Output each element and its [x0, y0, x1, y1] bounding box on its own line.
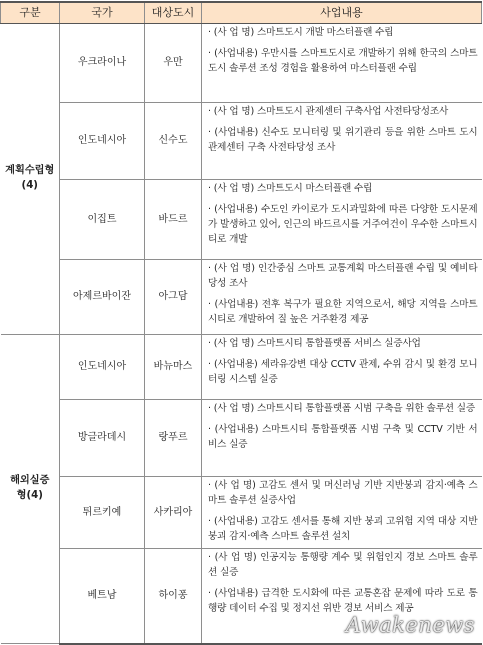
- project-name: · (사 업 명) 스마트시티 통합플랫폼 서비스 실증사업: [208, 338, 421, 349]
- content-cell: [202, 24, 482, 103]
- country-cell: 이집트: [60, 180, 145, 260]
- project-name: · (사 업 명) 스마트도시 마스터플랜 수립: [208, 183, 373, 194]
- city-cell: 바드르: [145, 180, 202, 260]
- header-division: 구분: [1, 2, 60, 24]
- table-row: [1, 335, 482, 400]
- project-name: · (사 업 명) 고감도 센서 및 머신러닝 기반 지반붕괴 감지·예측 스마트 솔루션 실증사업: [208, 480, 478, 506]
- table-row: [1, 477, 482, 549]
- header-city: 대상도시: [145, 2, 202, 24]
- project-name: · (사 업 명) 스마트도시 관제센터 구축사업 사전타당성조사: [208, 106, 449, 117]
- project-detail: · (사업내용) 수도인 카이로가 도시과밀화에 따른 다양한 도시문제가 발생하고 있어, 인근의 바드르시를 거주여건이 우수한 스마트시티로 개발: [208, 203, 478, 245]
- country-cell: 우크라이나: [60, 24, 145, 103]
- city-cell: 하이퐁: [145, 549, 202, 644]
- project-name: · (사 업 명) 스마트도시 개발 마스터플랜 수립: [208, 27, 394, 38]
- project-detail: · (사업내용) 세라유강변 대상 CCTV 관제, 수위 감시 및 환경 모니터링 시스템 실증: [208, 358, 478, 385]
- project-detail: · (사업내용) 급격한 도시화에 따른 교통혼잡 문제에 따라 도로 통행량 데이터 수집 및 정지선 위반 경보 서비스 제공: [208, 587, 478, 614]
- content-cell: [202, 260, 482, 335]
- header-row: [1, 2, 482, 24]
- country-cell: 튀르키예: [60, 477, 145, 549]
- project-name: · (사 업 명) 인공지능 통행량 계수 및 위험인지 경보 스마트 솔루션 실증: [208, 552, 478, 578]
- watermark-logo: Awakenews: [345, 613, 475, 637]
- country-cell: 아제르바이잔: [60, 260, 145, 335]
- city-cell: 사카리아: [145, 477, 202, 549]
- table-row: [1, 180, 482, 260]
- table-row: [1, 24, 482, 103]
- group-cell-planning: [1, 24, 60, 335]
- country-cell: 방글라데시: [60, 400, 145, 477]
- group-count: 형(4): [16, 490, 43, 501]
- project-detail: · (사업내용) 신수도 모니터링 및 위기관리 등을 위한 스마트 도시관제센터 구축 사전타당성 조사: [208, 126, 478, 153]
- header-content: 사업내용: [202, 2, 482, 24]
- table-row: [1, 260, 482, 335]
- group-cell-demonstration: [1, 335, 60, 644]
- content-cell: [202, 103, 482, 180]
- header-country: 국가: [60, 2, 145, 24]
- city-cell: 신수도: [145, 103, 202, 180]
- group-count: (4): [21, 180, 38, 191]
- project-table: [0, 1, 482, 645]
- table-row: [1, 400, 482, 477]
- project-detail: · (사업내용) 전후 복구가 필요한 지역으로서, 해당 지역을 스마트시티로 개발하여 질 높은 거주환경 제공: [208, 298, 478, 325]
- city-cell: 아그담: [145, 260, 202, 335]
- city-cell: 랑푸르: [145, 400, 202, 477]
- group-label: 해외실증: [10, 475, 50, 487]
- content-cell: [202, 335, 482, 400]
- project-name: · (사 업 명) 인간중심 스마트 교통계획 마스터플랜 수립 및 예비타당성 조사: [208, 263, 478, 289]
- content-cell: [202, 180, 482, 260]
- country-cell: 인도네시아: [60, 335, 145, 400]
- table-row: [1, 103, 482, 180]
- project-name: · (사 업 명) 스마트시티 통합플랫폼 시범 구축을 위한 솔루션 실증: [208, 403, 476, 414]
- content-cell: [202, 400, 482, 477]
- country-cell: 인도네시아: [60, 103, 145, 180]
- content-cell: [202, 477, 482, 549]
- city-cell: 우만: [145, 24, 202, 103]
- project-detail: · (사업내용) 우만시를 스마트도시로 개발하기 위해 한국의 스마트도시 솔루션 조성 경험을 활용하여 마스터플랜 수립: [208, 47, 478, 74]
- city-cell: 바뉴마스: [145, 335, 202, 400]
- project-detail: · (사업내용) 스마트시티 통합플랫폼 시범 구축 및 CCTV 기반 서비스 실증: [208, 423, 478, 450]
- country-cell: 베트남: [60, 549, 145, 644]
- project-detail: · (사업내용) 고감도 센서를 통해 지반 붕괴 고위험 지역 대상 지반붕괴 감지·예측 스마트 솔루션 설치: [208, 515, 478, 542]
- group-label: 계획수립형: [5, 165, 55, 177]
